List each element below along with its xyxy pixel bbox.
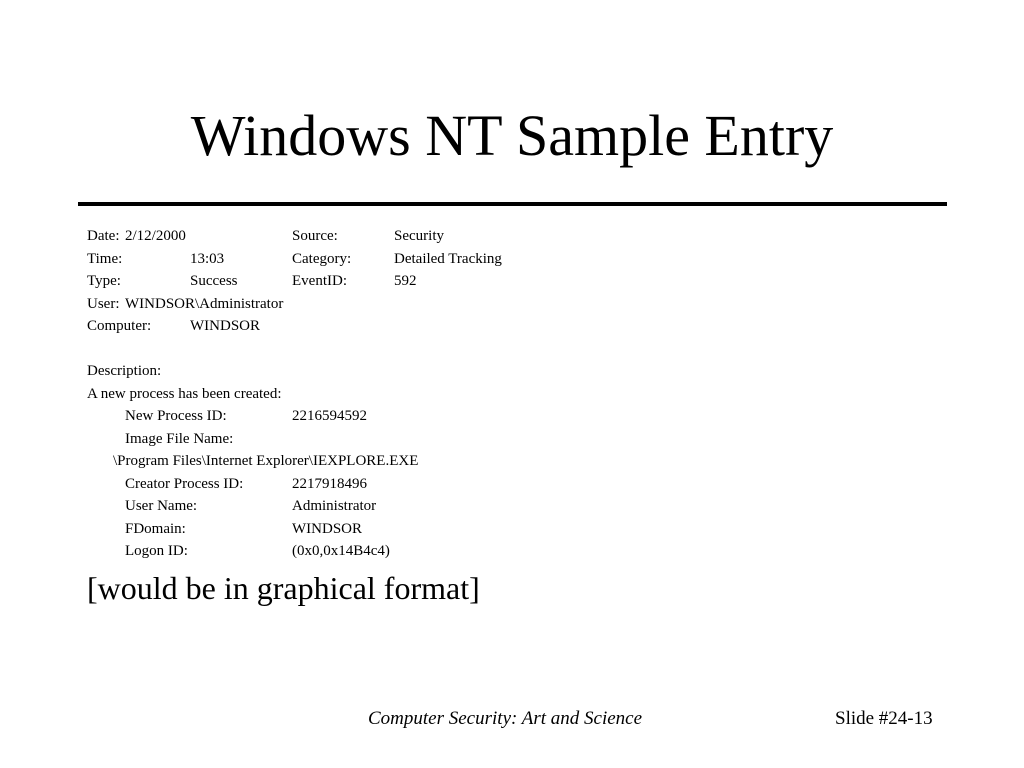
fdomain-label: FDomain: — [125, 521, 186, 537]
title-divider — [78, 202, 947, 206]
image-file-name-label: Image File Name: — [125, 431, 234, 447]
image-file-path: \Program Files\Internet Explorer\IEXPLORE.EXE — [113, 453, 419, 469]
description-text: A new process has been created: — [87, 386, 282, 402]
date-label: Date: — [87, 228, 120, 244]
time-value: 13:03 — [190, 251, 225, 267]
new-process-id-label: New Process ID: — [125, 408, 227, 424]
footer-course-title: Computer Security: Art and Science — [368, 708, 643, 729]
creator-process-id-label: Creator Process ID: — [125, 476, 244, 492]
type-label: Type: — [87, 273, 121, 289]
fdomain-value: WINDSOR — [292, 521, 362, 537]
new-process-id-value: 2216594592 — [292, 408, 367, 424]
graphical-format-note: [would be in graphical format] — [87, 570, 480, 606]
type-value: Success — [190, 273, 238, 289]
source-value: Security — [394, 228, 444, 244]
logon-id-value: (0x0,0x14B4c4) — [292, 543, 390, 559]
footer-slide-number: Slide #24-13 — [835, 708, 933, 729]
user-name-label: User Name: — [125, 498, 198, 514]
user-label: User: — [87, 296, 120, 312]
category-value: Detailed Tracking — [394, 251, 502, 267]
user-value: WINDSOR\Administrator — [125, 296, 284, 312]
creator-process-id-value: 2217918496 — [292, 476, 367, 492]
computer-label: Computer: — [87, 318, 152, 334]
logon-id-label: Logon ID: — [125, 543, 188, 559]
date-value: 2/12/2000 — [125, 228, 186, 244]
source-label: Source: — [292, 228, 338, 244]
category-label: Category: — [292, 251, 352, 267]
user-name-value: Administrator — [292, 498, 377, 514]
eventid-value: 592 — [394, 273, 417, 289]
description-label: Description: — [87, 363, 162, 379]
time-label: Time: — [87, 251, 123, 267]
computer-value: WINDSOR — [190, 318, 260, 334]
slide-title: Windows NT Sample Entry — [190, 103, 834, 168]
eventid-label: EventID: — [292, 273, 347, 289]
